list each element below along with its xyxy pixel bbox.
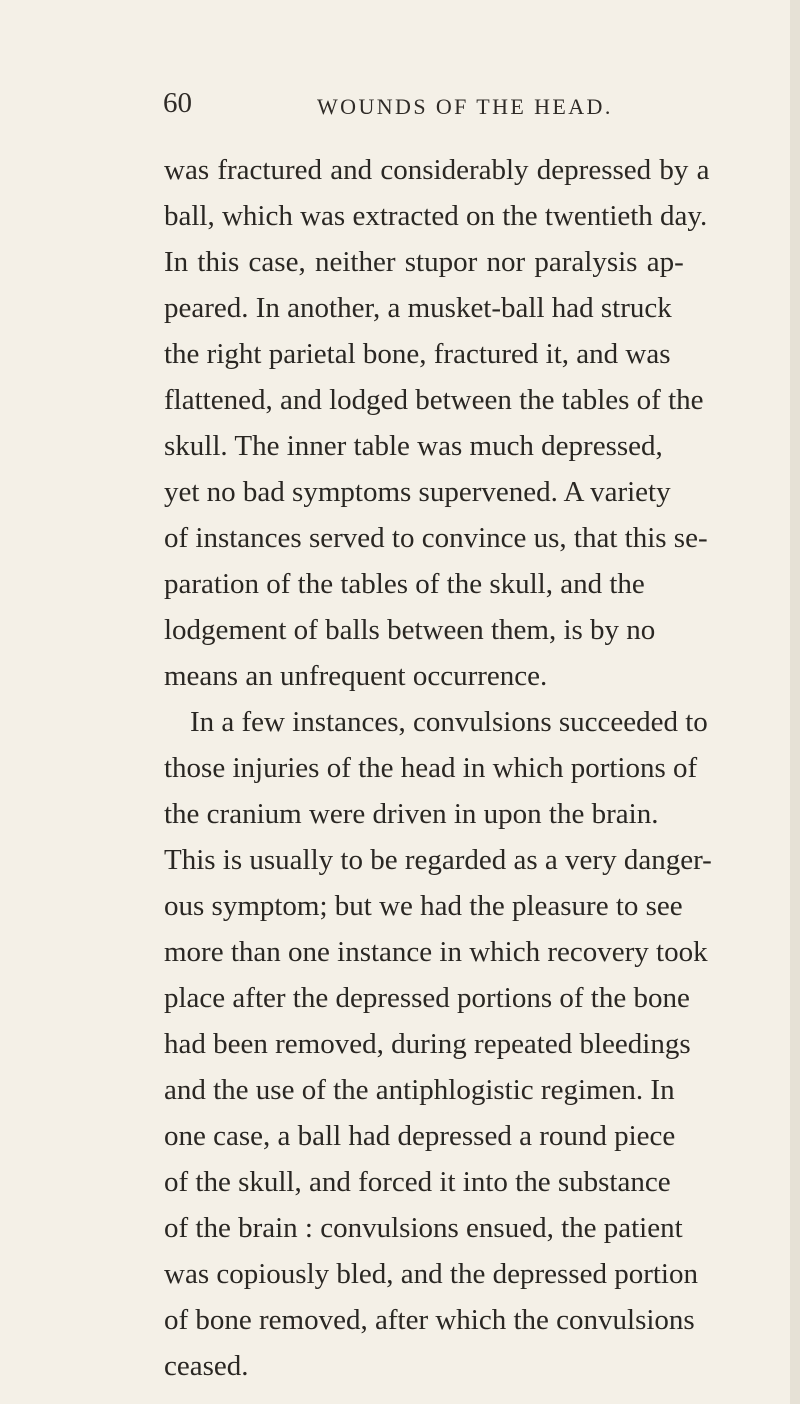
text-line: In this case, neither stupor nor paralysis ap-: [164, 246, 684, 278]
page-edge: [790, 0, 800, 1404]
text-line: This is usually to be regarded as a very danger-: [164, 844, 712, 876]
text-line: those injuries of the head in which portions of: [164, 752, 698, 784]
text-line: ous symptom; but we had the pleasure to see: [164, 890, 683, 922]
text-line: ceased.: [164, 1350, 249, 1382]
text-line: paration of the tables of the skull, and the: [164, 568, 645, 600]
text-line: of the skull, and forced it into the substance: [164, 1166, 671, 1198]
text-line: skull. The inner table was much depressed,: [164, 430, 663, 462]
text-line: of instances served to convince us, that this se-: [164, 522, 708, 554]
text-line: In a few instances, convulsions succeeded to: [190, 706, 708, 738]
text-line: was fractured and considerably depressed by a: [164, 154, 710, 186]
text-line: lodgement of balls between them, is by no: [164, 614, 656, 646]
text-line: of bone removed, after which the convulsions: [164, 1304, 695, 1336]
text-line: of the brain : convulsions ensued, the patient: [164, 1212, 683, 1244]
text-line: more than one instance in which recovery took: [164, 936, 708, 968]
text-line: place after the depressed portions of the bone: [164, 982, 690, 1014]
running-title: WOUNDS OF THE HEAD.: [317, 94, 613, 119]
text-line: yet no bad symptoms supervened. A variety: [164, 476, 671, 508]
text-line: means an unfrequent occurrence.: [164, 660, 548, 692]
text-line: and the use of the antiphlogistic regimen. In: [164, 1074, 675, 1106]
text-line: the cranium were driven in upon the brain.: [164, 798, 659, 830]
text-line: flattened, and lodged between the tables of the: [164, 384, 704, 416]
text-line: ball, which was extracted on the twentieth day.: [164, 200, 708, 232]
text-line: peared. In another, a musket-ball had struck: [164, 292, 672, 324]
text-line: the right parietal bone, fractured it, and was: [164, 338, 671, 370]
text-line: was copiously bled, and the depressed portion: [164, 1258, 698, 1290]
page-number: 60: [163, 87, 192, 119]
text-line: one case, a ball had depressed a round piece: [164, 1120, 676, 1152]
text-line: had been removed, during repeated bleedings: [164, 1028, 691, 1060]
